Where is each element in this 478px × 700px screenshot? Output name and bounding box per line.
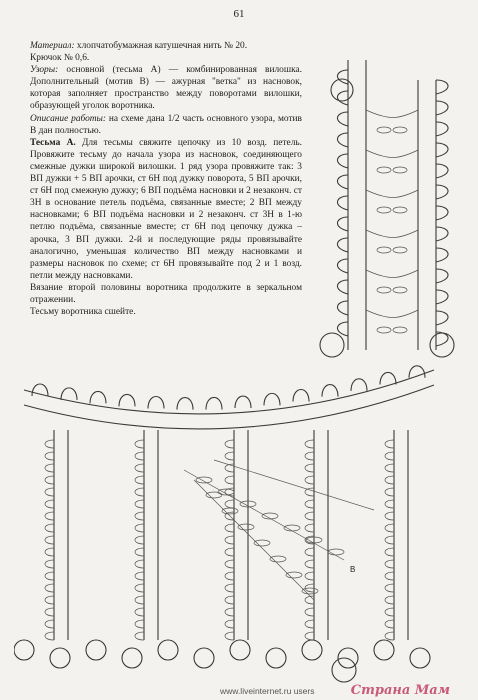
collar-column-loop xyxy=(225,584,234,592)
corner-loop-left xyxy=(337,112,348,126)
sew-line: Тесьму воротника сшейте. xyxy=(30,307,136,318)
corner-loop-left xyxy=(337,259,348,273)
corner-loop-left xyxy=(337,301,348,315)
corner-leaf xyxy=(377,127,391,133)
branch-leaf xyxy=(270,556,286,562)
collar-column-loop xyxy=(385,512,394,520)
collar-bottom-loop xyxy=(194,648,214,668)
corner-leaf xyxy=(393,167,407,173)
branch-leaf xyxy=(302,588,318,594)
watermark: Страна Мам xyxy=(350,683,450,698)
corner-loop-right xyxy=(436,80,448,94)
collar-column-loop xyxy=(305,572,314,580)
collar-top-loop xyxy=(293,390,309,402)
collar-column-loop xyxy=(305,596,314,604)
collar-bottom-loop xyxy=(302,640,322,660)
collar-bottom-loop xyxy=(86,640,106,660)
tape-text: Для тесьмы свяжите цепочку из 10 возд. петель. Провяжите тесьму до начала узора из насновок, соединяющего смежные дужки широкой вилошки. 1 ряд узора провяжите так: 3 ВП дужки + 5 ВП арочки, ст 6Н под дужку поворота, 5 ВП арочки, ст 6Н под смежную дужку; 6 ВП подъёма насновки и 2 незаконч. ст 3Н в основание петель подъёма, связанные вместе; 2 ВП между насновками; 6 ВП подъёма насновки и 2 незаконч. ст 3Н в 1-ю петлю подъёма, связанные вместе; ст 6Н под цепочку дужка – арочка, 3 ВП дужки. 2-й и последующие ряды провязывайте аналогично, уменьшая количество ВП между насновками и размеры насновок по схеме; ст 6Н провязывайте под 2 и 1 возд. петли между насновками. xyxy=(30,137,302,281)
collar-column xyxy=(234,430,248,640)
tape-label: Тесьма А. xyxy=(30,137,76,148)
corner-loop-left xyxy=(337,133,348,147)
collar-column-loop xyxy=(225,596,234,604)
collar-top-edge-inner xyxy=(24,385,434,429)
collar-column-loop xyxy=(385,476,394,484)
collar-column xyxy=(394,430,408,640)
corner-loop-left xyxy=(337,175,348,189)
collar-column-loop xyxy=(225,608,234,616)
collar-column-loop xyxy=(305,620,314,628)
collar-column-loop xyxy=(225,476,234,484)
collar-top-loop xyxy=(177,398,193,410)
corner-loop-right xyxy=(436,164,448,178)
corner-loop-right xyxy=(436,101,448,115)
corner-loop-right xyxy=(436,227,448,241)
collar-column-loop xyxy=(135,608,144,616)
collar-column-loop xyxy=(225,560,234,568)
patterns-label: Узоры: xyxy=(30,65,59,76)
collar-column-loop xyxy=(385,536,394,544)
collar-column-loop xyxy=(135,596,144,604)
collar-column-loop xyxy=(385,620,394,628)
corner-tape-lines xyxy=(348,60,436,350)
collar-column-loop xyxy=(305,476,314,484)
corner-loops xyxy=(337,70,448,346)
collar-column-loop xyxy=(45,632,54,640)
collar-bottom-loop xyxy=(158,640,178,660)
collar-column-loop xyxy=(135,512,144,520)
branch-motif-leaves xyxy=(196,477,344,594)
collar-column-loop xyxy=(135,620,144,628)
collar-column-loop xyxy=(305,464,314,472)
collar-column-loop xyxy=(45,560,54,568)
motif-b-label: В xyxy=(350,565,356,574)
collar-columns xyxy=(45,430,408,640)
corner-leaf xyxy=(377,287,391,293)
corner-leaf xyxy=(377,207,391,213)
collar-column-loop xyxy=(225,548,234,556)
collar-bottom-loop xyxy=(410,648,430,668)
collar-top-loop xyxy=(264,393,280,405)
collar-column-loop xyxy=(305,560,314,568)
collar-column-loop xyxy=(135,452,144,460)
collar-bottom-loop xyxy=(14,640,34,660)
collar-column-loop xyxy=(135,476,144,484)
corner-loop-right xyxy=(436,206,448,220)
description-line xyxy=(30,113,302,137)
description-label: Описание работы: xyxy=(30,113,107,124)
corner-loop-left xyxy=(337,154,348,168)
collar-column-loop xyxy=(385,464,394,472)
corner-loop-right xyxy=(436,290,448,304)
collar-column-loop xyxy=(225,536,234,544)
collar-column-loop xyxy=(385,548,394,556)
corner-leaf xyxy=(393,287,407,293)
corner-loop-left xyxy=(337,196,348,210)
collar-bottom-loop xyxy=(266,648,286,668)
collar-column-loop xyxy=(385,524,394,532)
materials-label: Материал: xyxy=(30,41,75,51)
collar-top-edge xyxy=(24,370,434,414)
collar-column-loop xyxy=(385,608,394,616)
collar-column-loop xyxy=(45,524,54,532)
collar-bottom-loops xyxy=(14,640,430,668)
corner-leaf xyxy=(377,247,391,253)
collar-column-loop xyxy=(225,632,234,640)
collar-column-loop xyxy=(45,440,54,448)
corner-loop-right xyxy=(436,122,448,136)
collar-column-loop xyxy=(305,608,314,616)
collar-lower-loop xyxy=(332,658,356,682)
collar-column xyxy=(54,430,68,640)
mirror-line: Вязание второй половины воротника продолжите в зеркальном отражении. xyxy=(30,282,302,305)
patterns-text: основной (тесьма А) — комбинированная вилошка. Дополнительный (мотив В) — ажурная "ветка" из насновок, которая заполняет пространство между поворотами вилошки, образующей уголок воротника. xyxy=(30,65,302,112)
corner-leaf xyxy=(393,207,407,213)
collar-column-loop xyxy=(45,608,54,616)
branch-leaf xyxy=(238,524,254,530)
collar-column-loop xyxy=(305,548,314,556)
materials-text: хлопчатобумажная катушечная нить № 20. xyxy=(74,41,248,51)
collar-column-loop xyxy=(385,596,394,604)
tape-paragraph xyxy=(30,137,302,282)
collar-column-loop xyxy=(45,572,54,580)
branch-leaf xyxy=(222,508,238,514)
branch-leaf xyxy=(254,540,270,546)
corner-leaf xyxy=(377,327,391,333)
collar-top-loop xyxy=(119,394,135,406)
collar-column-loop xyxy=(45,596,54,604)
branch-motif-lines xyxy=(184,460,374,600)
collar-column-loop xyxy=(45,536,54,544)
collar-column xyxy=(314,430,328,640)
corner-loop-left xyxy=(337,70,348,84)
collar-column-loop xyxy=(225,440,234,448)
collar-column-loop xyxy=(135,488,144,496)
patterns-line xyxy=(30,64,302,112)
collar-column-loop xyxy=(385,632,394,640)
collar-top-loop xyxy=(380,372,396,384)
collar-column-loop xyxy=(45,488,54,496)
collar-column-loop xyxy=(385,440,394,448)
collar-column-loop xyxy=(135,632,144,640)
hook-line: Крючок № 0,6. xyxy=(30,53,90,64)
collar-column-loop xyxy=(225,524,234,532)
collar-bottom-loop xyxy=(374,640,394,660)
collar-bottom-loop xyxy=(230,640,250,660)
collar-column xyxy=(144,430,158,640)
corner-leaves xyxy=(377,127,407,333)
branch-leaf xyxy=(206,492,222,498)
collar-diagram xyxy=(14,350,464,685)
collar-column-loop xyxy=(305,440,314,448)
corner-loop-left xyxy=(337,280,348,294)
collar-top-loop xyxy=(235,396,251,408)
collar-column-loop xyxy=(305,524,314,532)
corner-loop-left xyxy=(337,91,348,105)
footer-site: www.liveinternet.ru users xyxy=(220,686,315,696)
collar-column-loop xyxy=(135,440,144,448)
collar-column-loop xyxy=(385,572,394,580)
corner-leaf xyxy=(393,327,407,333)
branch-leaf xyxy=(196,477,212,483)
collar-column-loop xyxy=(45,584,54,592)
collar-top-loop xyxy=(148,397,164,409)
corner-loop-right xyxy=(436,248,448,262)
collar-column-loop xyxy=(305,632,314,640)
collar-column-loop xyxy=(225,572,234,580)
corner-leaf xyxy=(377,167,391,173)
collar-top-loop xyxy=(206,397,222,409)
collar-column-loop xyxy=(45,500,54,508)
materials-line xyxy=(30,40,302,52)
corner-loop-right xyxy=(436,185,448,199)
collar-column-loop xyxy=(385,584,394,592)
branch-leaf xyxy=(286,572,302,578)
collar-column-loop xyxy=(305,500,314,508)
corner-loop-left xyxy=(337,238,348,252)
collar-column-loop xyxy=(385,452,394,460)
collar-column-loop xyxy=(305,452,314,460)
collar-bottom-loop xyxy=(50,648,70,668)
collar-column-loop xyxy=(135,572,144,580)
collar-column-loop xyxy=(45,464,54,472)
collar-column-loop xyxy=(45,452,54,460)
collar-column-loop xyxy=(135,584,144,592)
collar-column-loop xyxy=(225,620,234,628)
collar-column-loop xyxy=(135,500,144,508)
corner-loop-left xyxy=(337,322,348,336)
collar-column-loop xyxy=(45,476,54,484)
collar-column-loop xyxy=(305,512,314,520)
collar-column-loop xyxy=(45,512,54,520)
corner-leaf xyxy=(393,247,407,253)
collar-column-loop xyxy=(135,536,144,544)
page-number: 61 xyxy=(233,8,245,20)
collar-column-loop xyxy=(385,488,394,496)
collar-bottom-loop xyxy=(122,648,142,668)
collar-column-loop xyxy=(45,620,54,628)
collar-column-loop xyxy=(45,548,54,556)
collar-column-loop xyxy=(225,500,234,508)
collar-column-loop xyxy=(135,548,144,556)
corner-connecting-arcs xyxy=(366,110,418,318)
collar-column-loop xyxy=(225,452,234,460)
collar-top-loop xyxy=(61,388,77,400)
description-text: на схеме дана 1/2 часть основного узора, мотив В дан полностью. xyxy=(30,113,302,136)
corner-loop-right xyxy=(436,269,448,283)
corner-leaf xyxy=(393,127,407,133)
collar-column-loop xyxy=(385,500,394,508)
collar-top-loop xyxy=(351,379,367,391)
collar-column-loop xyxy=(135,524,144,532)
collar-top-loop xyxy=(322,385,338,397)
corner-loop-right xyxy=(436,143,448,157)
instructions-text xyxy=(30,40,302,318)
corner-loop-left xyxy=(337,217,348,231)
corner-loop-right xyxy=(436,311,448,325)
collar-top-loops xyxy=(32,366,425,410)
corner-diagram xyxy=(318,50,468,360)
collar-column-loop xyxy=(135,560,144,568)
collar-top-loop xyxy=(90,391,106,403)
collar-column-loop xyxy=(385,560,394,568)
collar-column-loop xyxy=(135,464,144,472)
